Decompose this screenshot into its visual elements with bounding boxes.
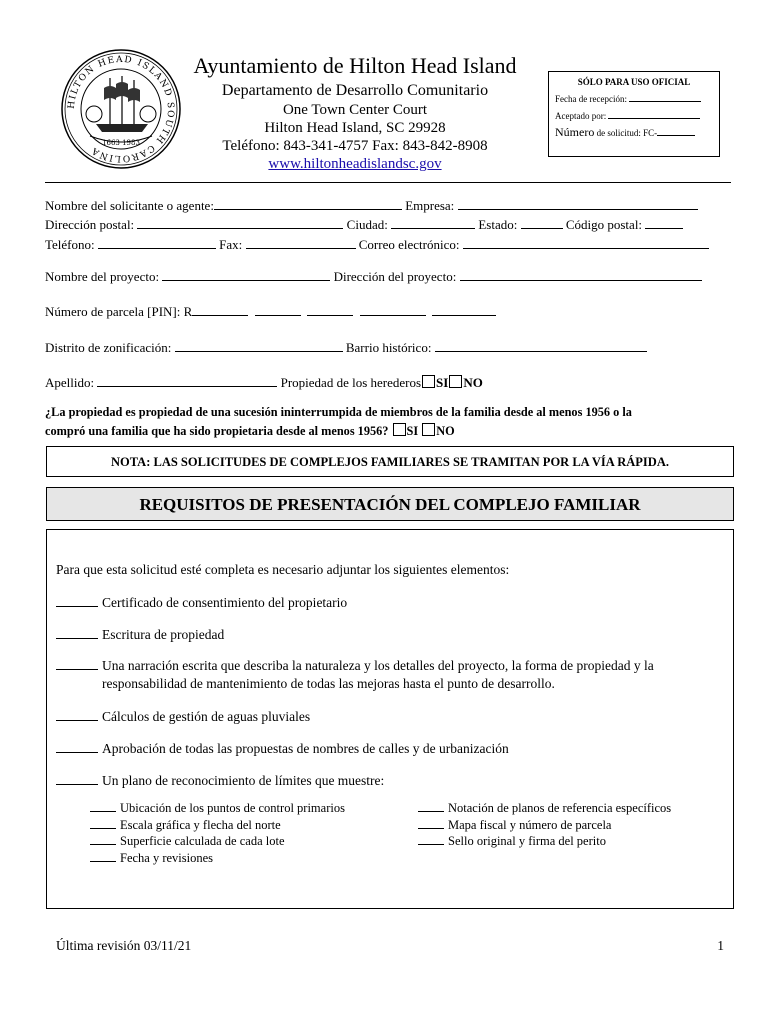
survey-sub-item <box>90 800 345 816</box>
requirement-text: Cálculos de gestión de aguas pluviales <box>102 709 311 724</box>
email-field[interactable] <box>463 237 709 249</box>
applicant-row <box>45 198 698 214</box>
family-no-label: NO <box>436 424 455 438</box>
parcel-field-2[interactable] <box>255 304 301 316</box>
project-row <box>45 269 702 285</box>
zoning-row <box>45 340 647 356</box>
zoning-field[interactable] <box>175 340 343 352</box>
state-field[interactable] <box>521 217 563 229</box>
requirement-text: Escritura de propiedad <box>102 627 225 642</box>
application-number-label: Número <box>555 125 595 139</box>
phone-field[interactable] <box>98 237 216 249</box>
fax-label: Fax: <box>219 237 243 252</box>
requirement-checkmark-blank[interactable] <box>56 772 98 785</box>
sub-item-text: Superficie calculada de cada lote <box>120 834 285 848</box>
zip-label: Código postal: <box>565 217 643 232</box>
website-link[interactable]: www.hiltonheadislandsc.gov <box>268 156 442 172</box>
company-label: Empresa: <box>405 198 455 213</box>
application-number-rest: de solicitud: FC- <box>596 128 658 138</box>
fax-field[interactable] <box>246 237 356 249</box>
sub-item-text: Escala gráfica y flecha del norte <box>120 818 281 832</box>
question-line-2: compró una familia que ha sido propietaria desde al menos 1956? <box>45 424 389 438</box>
requirement-text-continued: responsabilidad de mantenimiento de todas las mejoras hasta el punto de desarrollo. <box>102 676 555 691</box>
zip-field[interactable] <box>645 217 683 229</box>
surname-row <box>45 375 483 391</box>
survey-sub-item <box>418 833 606 849</box>
question-line-1: ¿La propiedad es propiedad de una sucesión ininterrumpida de miembros de la familia desde al menos 1956 o la <box>45 405 632 419</box>
received-date-label: Fecha de recepción: <box>555 94 627 104</box>
email-label: Correo electrónico: <box>358 237 460 252</box>
mail-address-field[interactable] <box>137 217 343 229</box>
page-title: Ayuntamiento de Hilton Head Island <box>193 53 517 78</box>
surname-label: Apellido: <box>45 375 95 390</box>
address-line-1: One Town Center Court <box>282 102 428 118</box>
project-address-label: Dirección del proyecto: <box>333 269 457 284</box>
official-use-box <box>548 71 720 157</box>
requirement-item <box>56 772 384 789</box>
requirement-item <box>56 594 347 611</box>
survey-sub-item <box>90 817 281 833</box>
applicant-label: Nombre del solicitante o agente: <box>45 198 214 213</box>
accepted-by-label: Aceptado por: <box>555 111 607 121</box>
address-row <box>45 217 683 233</box>
requirement-checkmark-blank[interactable] <box>56 594 98 607</box>
parcel-label: Número de parcela [PIN]: R <box>45 304 193 319</box>
sub-item-blank[interactable] <box>90 800 116 812</box>
requirement-item <box>56 626 224 643</box>
sub-item-blank[interactable] <box>90 850 116 862</box>
family-si-checkbox[interactable] <box>393 423 406 436</box>
requirement-item <box>56 657 654 674</box>
project-name-label: Nombre del proyecto: <box>45 269 160 284</box>
heirs-si-label: SI <box>436 375 449 390</box>
zoning-label: Distrito de zonificación: <box>45 340 172 355</box>
accepted-by-field[interactable] <box>608 107 700 119</box>
requirement-item <box>56 708 310 725</box>
requirement-checkmark-blank[interactable] <box>56 740 98 753</box>
requirement-text: Certificado de consentimiento del propietario <box>102 595 348 610</box>
fast-track-note: NOTA: LAS SOLICITUDES DE COMPLEJOS FAMILIARES SE TRAMITAN POR LA VÍA RÁPIDA. <box>46 446 734 477</box>
mail-address-label: Dirección postal: <box>45 217 135 232</box>
page-number: 1 <box>717 938 724 953</box>
requirement-text: Aprobación de todas las propuestas de nombres de calles y de urbanización <box>102 741 509 756</box>
requirement-text: Una narración escrita que describa la naturaleza y los detalles del proyecto, la forma de propiedad y la <box>102 658 654 673</box>
family-no-checkbox[interactable] <box>422 423 435 436</box>
heirs-no-label: NO <box>463 375 483 390</box>
project-name-field[interactable] <box>162 269 330 281</box>
sub-item-text: Notación de planos de referencia específicos <box>448 801 672 815</box>
survey-sub-item <box>90 850 213 866</box>
sub-item-blank[interactable] <box>418 800 444 812</box>
survey-sub-item <box>418 800 671 816</box>
sub-item-blank[interactable] <box>418 833 444 845</box>
historic-field[interactable] <box>435 340 647 352</box>
phone-fax-line: Teléfono: 843-341-4757 Fax: 843-842-8908 <box>222 138 488 154</box>
requirement-text: Un plano de reconocimiento de límites que muestre: <box>102 773 385 788</box>
sub-item-blank[interactable] <box>90 817 116 829</box>
sub-item-blank[interactable] <box>418 817 444 829</box>
sub-item-blank[interactable] <box>90 833 116 845</box>
requirement-checkmark-blank[interactable] <box>56 708 98 721</box>
requirement-item <box>56 740 509 757</box>
state-label: Estado: <box>478 217 518 232</box>
heirs-si-checkbox[interactable] <box>422 375 435 388</box>
department-name: Departamento de Desarrollo Comunitario <box>221 82 489 99</box>
requirements-title: REQUISITOS DE PRESENTACIÓN DEL COMPLEJO FAMILIAR <box>46 487 734 521</box>
requirement-checkmark-blank[interactable] <box>56 626 98 639</box>
parcel-field-1[interactable] <box>192 304 248 316</box>
last-revision: Última revisión 03/11/21 <box>56 938 192 953</box>
survey-sub-item <box>418 817 611 833</box>
official-use-title: SÓLO PARA USO OFICIAL <box>577 77 691 87</box>
application-number-field[interactable] <box>657 124 695 136</box>
parcel-row <box>45 304 496 320</box>
surname-field[interactable] <box>97 375 277 387</box>
heirs-no-checkbox[interactable] <box>449 375 462 388</box>
requirement-checkmark-blank[interactable] <box>56 657 98 670</box>
parcel-field-4[interactable] <box>360 304 426 316</box>
question-line-2-row <box>45 423 455 439</box>
sub-item-text: Fecha y revisiones <box>120 851 214 865</box>
sub-item-text: Mapa fiscal y número de parcela <box>448 818 612 832</box>
sub-item-text: Sello original y firma del perito <box>448 834 606 848</box>
sub-item-text: Ubicación de los puntos de control primarios <box>120 801 345 815</box>
contact-row <box>45 237 709 253</box>
header-divider <box>45 182 731 183</box>
address-line-2: Hilton Head Island, SC 29928 <box>264 120 446 136</box>
applicant-field[interactable] <box>214 198 402 210</box>
received-date-field[interactable] <box>629 90 701 102</box>
website-container <box>160 156 550 173</box>
heirs-label: Propiedad de los herederos <box>280 375 422 390</box>
company-field[interactable] <box>458 198 698 210</box>
city-field[interactable] <box>391 217 475 229</box>
phone-label: Teléfono: <box>45 237 95 252</box>
project-address-field[interactable] <box>460 269 702 281</box>
requirements-intro: Para que esta solicitud esté completa es necesario adjuntar los siguientes elementos: <box>56 562 510 577</box>
svg-text:HILTON HEAD ISLAND SOUTH CAROL: HILTON HEAD ISLAND SOUTH CAROLINA <box>66 54 176 164</box>
parcel-field-5[interactable] <box>432 304 496 316</box>
parcel-field-3[interactable] <box>307 304 353 316</box>
family-si-label: SI <box>406 424 419 438</box>
city-label: Ciudad: <box>346 217 388 232</box>
historic-label: Barrio histórico: <box>345 340 432 355</box>
svg-text:1663 1983: 1663 1983 <box>102 139 140 147</box>
survey-sub-item <box>90 833 285 849</box>
